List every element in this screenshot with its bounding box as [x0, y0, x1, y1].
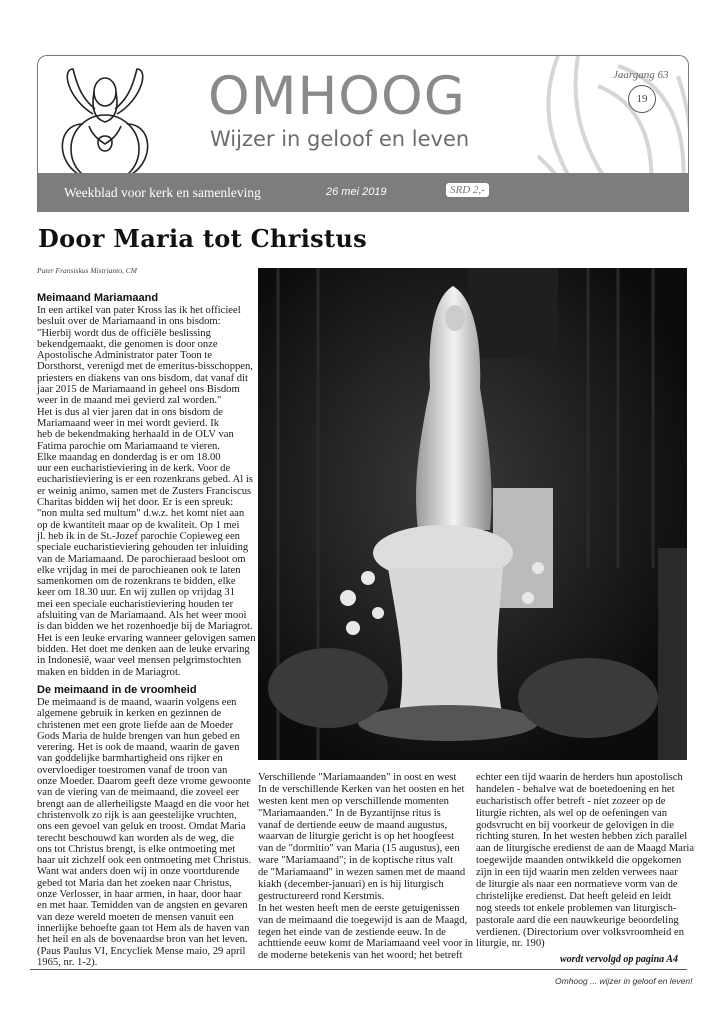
- text-line: mei een speciale eucharistieviering houden ter: [37, 598, 234, 610]
- text-line: In de verschillende Kerken van het oosten en het: [258, 783, 465, 795]
- text-line: algemene gebruik in kerken en gezinnen de: [37, 708, 222, 720]
- text-line: 1965, nr. 1-2).: [37, 956, 98, 968]
- text-line: Want wat anders doen wij in onze voortdurende: [37, 866, 240, 878]
- text-line: priesters en diakens van ons bisdom, dat vanaf dit: [37, 372, 248, 384]
- text-line: samenkomen om de rozenkrans te bidden, elke: [37, 576, 236, 588]
- text-line: tegen het einde van de zestiende eeuw. In de: [258, 926, 446, 938]
- text-line: liturgie, nr. 190): [476, 938, 545, 950]
- byline: Pater Fransiskus Mistrianto, CM: [37, 266, 138, 275]
- text-line: elke vrijdag in mei de parochieanen ook te laten: [37, 564, 241, 576]
- text-line: ware "Mariamaand"; in de koptische ritus valt: [258, 855, 454, 867]
- text-line: achttiende eeuw komt de Mariamaand veel voor in: [258, 938, 474, 950]
- text-line: maken en bidden in de Mariagrot.: [37, 666, 181, 678]
- text-line: van de meimaand die toegewijd is aan de Maagd,: [258, 914, 468, 926]
- text-line: christenvolk zo rijk is aan geestelijke vruchten,: [37, 809, 237, 821]
- text-line: nog steeds tot enkele problemen van liturgisch-: [476, 902, 677, 914]
- section-heading: De meimaand in de vroomheid: [37, 684, 197, 696]
- text-line: christelijke eredienst. Dat heeft geleid en leidt: [476, 890, 672, 902]
- text-line: onze Verlosser, in haar armen, in haar, door haar: [37, 889, 242, 901]
- text-line: "Mariamaanden." In de Byzantijnse ritus is: [258, 807, 441, 819]
- footer-rule: [30, 969, 687, 970]
- text-line: zijn in een tijd waarin men zelden verwees naar: [476, 867, 678, 879]
- text-line: Het is een leuke ervaring wanneer gelovigen samen: [37, 632, 256, 644]
- text-line: keer om 18.30 uur. En wij zullen op vrijdag 31: [37, 587, 236, 599]
- text-line: in Indonesië, waar veel mensen pelgrimstochten: [37, 655, 242, 667]
- text-line: waarvan de liturgie gericht is op het hoogfeest: [258, 831, 455, 843]
- tagline: Wijzer in geloof en leven: [210, 127, 470, 151]
- angel-icon: [53, 64, 158, 189]
- text-line: richting sturen. In het westen hebben zich parallel: [476, 831, 688, 843]
- text-line: heb de bekendmaking herhaald in de OLV van: [37, 429, 234, 441]
- text-line: handelen - behalve wat de boetedoening en het: [476, 783, 675, 795]
- text-line: Elke maandag en donderdag is er om 18.00: [37, 451, 221, 463]
- text-line: "non multa sed multum" d.w.z. het komt niet aan: [37, 508, 245, 520]
- text-line: haar uit zichzelf ook een ontmoeting met Christus.: [37, 855, 252, 867]
- price-badge: SRD 2,-: [446, 183, 489, 197]
- text-line: besluit over de Mariamaand in ons bisdom:: [37, 316, 221, 328]
- text-line: van de viering van de meimaand, die zoveel eer: [37, 787, 240, 799]
- photo-image: [258, 268, 687, 760]
- text-line: ons tot Christus brengt, is elke ontmoeting met: [37, 843, 236, 855]
- text-line: de "Mariamaand" in wezen samen met de maand: [258, 867, 466, 879]
- text-line: brengt aan de allerheiligste Maagd en die voor het: [37, 798, 250, 810]
- text-line: Dorsthorst, verenigd met de emeritus-bisschoppen,: [37, 361, 253, 373]
- text-line: ons een gevoel van geluk en troost. Omdat Maria: [37, 821, 246, 833]
- issue-number: 19: [628, 85, 656, 113]
- text-line: westen kent men op verschillende momenten: [258, 795, 449, 807]
- article-title: Door Maria tot Christus: [38, 224, 367, 253]
- text-line: liturgie richten, als wel op de oefeningen van: [476, 807, 668, 819]
- text-line: eucharistieviering is er een rozenkrans gebed. Al is: [37, 474, 253, 486]
- masthead: [37, 55, 689, 212]
- text-line: jl. heb ik in de St.-Jozef parochie Copieweg een: [37, 530, 240, 542]
- section-body: [37, 305, 256, 678]
- text-line: Mariamaand weer in mei wordt gevierd. Ik: [37, 417, 220, 429]
- text-line: aan de liturgische eredienst de aan de Maagd Maria: [476, 843, 695, 855]
- column-3-body: [476, 772, 694, 950]
- brand-name: OMHOOG: [208, 66, 466, 127]
- text-line: toegewijde maanden ontwikkeld die opgekomen: [476, 855, 682, 867]
- text-line: "Hierbij wordt dus de officiële beslissing: [37, 327, 211, 339]
- text-line: innerlijke behoefte gaan tot Hem als de haven van: [37, 922, 250, 934]
- text-line: van deze wereld moeten de mensen vanuit een: [37, 911, 234, 923]
- text-line: De meimaand is de maand, waarin volgens een: [37, 697, 237, 708]
- text-line: onze Moeder. Daarom geeft deze vrome gewoonte: [37, 776, 251, 788]
- issue-date: 26 mei 2019: [326, 186, 387, 198]
- text-line: pastorale aard die een nauwkeurige beoordeling: [476, 914, 679, 926]
- text-line: overvloediger toestromen vanaf de troon van: [37, 764, 228, 776]
- text-line: terecht beschouwd kan worden als de weg, die: [37, 832, 235, 844]
- text-line: Fatima parochie om Mariamaand te vieren.: [37, 440, 220, 452]
- mary-statue-photo: [258, 268, 687, 760]
- text-line: godsvrucht en bij voorkeur de gelovigen in die: [476, 819, 674, 831]
- text-line: is dan bidden we het rozenhoedje bij de Mariagrot.: [37, 621, 253, 633]
- text-line: van de "dormitio" van Maria (15 augustus), een: [258, 843, 460, 855]
- text-line: bidden. Het doet me denken aan de leuke ervaring: [37, 643, 250, 655]
- text-line: verdienen. (Directorium over volksvroomheid en: [476, 926, 684, 938]
- text-line: Verschillende "Mariamaanden" in oost en west: [258, 772, 457, 783]
- footer-slogan: Omhoog ... wijzer in geloof en leven!: [555, 976, 693, 986]
- text-line: van goddelijke barmhartigheid ons rijker en: [37, 753, 223, 765]
- section-body: [37, 697, 251, 968]
- text-line: jaar 2015 de Mariamaand in geheel ons Bisdom: [37, 384, 240, 396]
- volume-label: Jaargang 63: [613, 69, 669, 81]
- text-line: eucharistisch offer betreft - niet zozeer op de: [476, 795, 666, 807]
- text-line: Gods Maria de hulde brengen van hun gebed en: [37, 730, 240, 742]
- text-line: op de kwantiteit maar op de kwaliteit. Op 1 mei: [37, 519, 240, 531]
- text-line: Het is dus al vier jaren dat in ons bisdom de: [37, 406, 223, 418]
- text-line: Apostolische Administrator pater Toon te: [37, 350, 213, 362]
- continued-link[interactable]: wordt vervolgd op pagina A4: [560, 954, 678, 965]
- section-heading: Meimaand Mariamaand: [37, 292, 159, 304]
- text-line: In een artikel van pater Kross las ik het officieel: [37, 305, 241, 316]
- text-line: het heil en als de bovenaardse bron van het leven.: [37, 934, 248, 946]
- text-line: gebed tot Maria dan het zoeken naar Christus,: [37, 877, 232, 889]
- text-line: uur een eucharistieviering in de kerk. Voor de: [37, 463, 231, 475]
- text-line: echter een tijd waarin de herders hun apostolisch: [476, 772, 683, 783]
- text-line: gestructureerd rond Kerstmis.: [258, 890, 385, 902]
- text-line: er weinig animo, samen met de Zusters Franciscus: [37, 485, 252, 497]
- text-line: Charitas bidden wij het door. Er is een spreuk:: [37, 497, 234, 509]
- text-line: vanaf de dertiende eeuw de maand augustus,: [258, 819, 448, 831]
- text-line: bekendgemaakt, die genomen is door onze: [37, 338, 218, 350]
- text-line: afsluiting van de Mariamaand. Als het weer mooi: [37, 610, 247, 622]
- text-line: en met haar. Temidden van de angsten en gevaren: [37, 900, 248, 912]
- text-line: kiakh (december-januari) en is hij liturgisch: [258, 879, 444, 891]
- text-line: christenen met een grote liefde aan de Moeder: [37, 719, 234, 731]
- masthead-subtitle: Weekblad voor kerk en samenleving: [64, 185, 261, 200]
- text-line: van de Mariamaand. De parochieraad besloot om: [37, 553, 246, 565]
- text-line: (Paus Paulus VI, Encycliek Mense maio, 29 april: [37, 945, 246, 957]
- text-line: de moderne betekenis van het woord; het betreft: [258, 950, 463, 962]
- text-line: verering. Het is ook de maand, waarin de gaven: [37, 742, 240, 754]
- text-line: speciale eucharistieviering gehouden ter inluiding: [37, 542, 249, 554]
- text-line: In het westen heeft men de eerste getuigenissen: [258, 902, 460, 914]
- text-line: de liturgie als naar een normatieve vorm van de: [476, 879, 678, 891]
- text-line: weer in de maand mei gevierd zal worden.": [37, 395, 222, 407]
- column-2-body: [258, 772, 473, 962]
